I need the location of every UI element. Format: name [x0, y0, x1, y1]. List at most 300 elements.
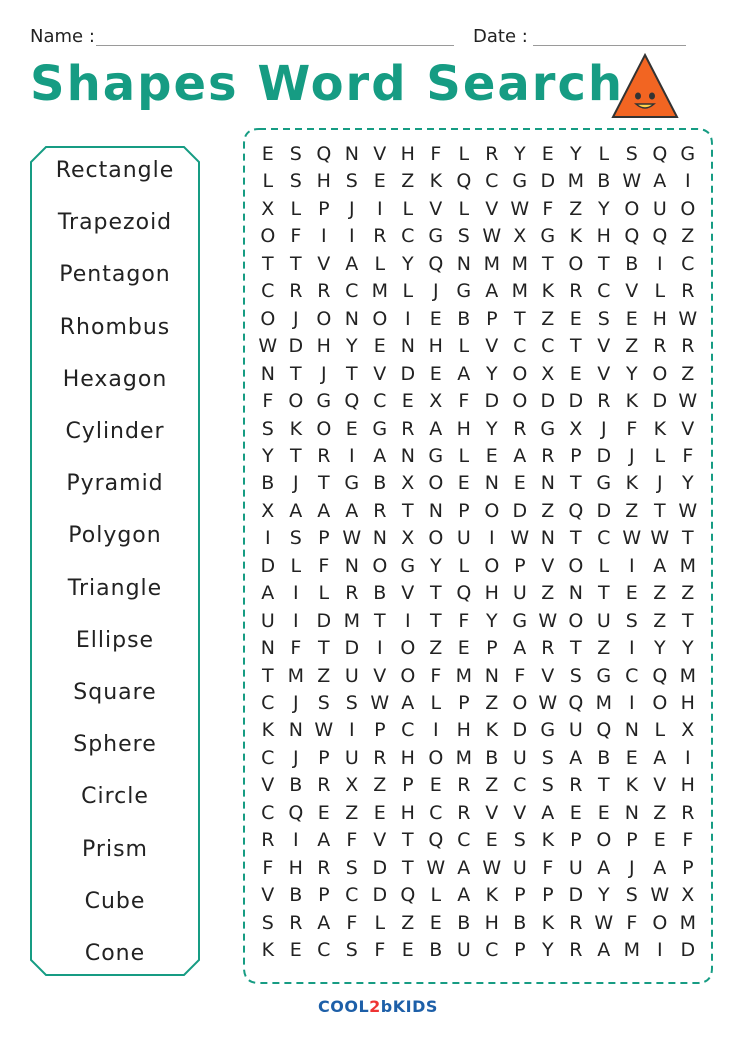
grid-letter[interactable]: Y	[625, 362, 638, 385]
grid-letter[interactable]: I	[684, 170, 691, 193]
grid-letter[interactable]: M	[567, 170, 584, 193]
grid-letter[interactable]: Q	[344, 390, 360, 413]
grid-letter[interactable]: R	[317, 444, 331, 467]
grid-letter[interactable]: Z	[345, 801, 359, 824]
grid-letter[interactable]: I	[264, 527, 271, 550]
grid-letter[interactable]: O	[260, 225, 276, 248]
grid-letter[interactable]: C	[429, 801, 443, 824]
grid-letter[interactable]: E	[261, 143, 274, 165]
grid-letter[interactable]: L	[458, 143, 470, 165]
grid-letter[interactable]: V	[429, 197, 443, 220]
grid-letter[interactable]: S	[289, 527, 302, 550]
grid-letter[interactable]: V	[541, 554, 555, 577]
grid-letter[interactable]: V	[261, 884, 275, 907]
grid-letter[interactable]: S	[541, 774, 554, 797]
grid-letter[interactable]: G	[400, 554, 416, 577]
grid-letter[interactable]: K	[429, 170, 443, 193]
grid-letter[interactable]: L	[374, 911, 386, 934]
grid-letter[interactable]: P	[374, 719, 386, 742]
grid-letter[interactable]: T	[429, 609, 442, 632]
grid-letter[interactable]: G	[456, 280, 472, 303]
grid-letter[interactable]: N	[372, 527, 387, 550]
grid-letter[interactable]: I	[488, 527, 495, 550]
grid-letter[interactable]: B	[429, 939, 443, 962]
grid-letter[interactable]: K	[541, 829, 555, 852]
grid-letter[interactable]: Z	[485, 692, 499, 714]
grid-letter[interactable]: G	[596, 664, 612, 687]
grid-letter[interactable]: P	[542, 884, 554, 907]
grid-letter[interactable]: K	[261, 719, 275, 742]
grid-letter[interactable]: O	[484, 554, 500, 577]
grid-letter[interactable]: C	[373, 390, 387, 413]
grid-letter[interactable]: P	[486, 637, 498, 660]
grid-letter[interactable]: V	[541, 664, 555, 687]
grid-letter[interactable]: M	[623, 939, 640, 962]
grid-letter[interactable]: Z	[429, 637, 443, 660]
grid-letter[interactable]: S	[289, 170, 302, 193]
grid-letter[interactable]: E	[401, 390, 414, 413]
grid-letter[interactable]: N	[456, 252, 471, 275]
grid-letter[interactable]: S	[625, 884, 638, 907]
grid-letter[interactable]: E	[429, 307, 442, 330]
grid-letter[interactable]: T	[401, 856, 414, 879]
grid-letter[interactable]: C	[681, 252, 695, 275]
grid-letter[interactable]: L	[654, 719, 666, 742]
grid-letter[interactable]: E	[569, 362, 582, 385]
grid-letter[interactable]: F	[682, 444, 694, 467]
grid-letter[interactable]: Y	[513, 143, 526, 165]
grid-letter[interactable]: R	[541, 637, 555, 660]
grid-letter[interactable]: I	[376, 637, 383, 660]
grid-letter[interactable]: X	[513, 225, 527, 248]
grid-letter[interactable]: I	[656, 252, 663, 275]
grid-letter[interactable]: Z	[625, 499, 639, 522]
grid-letter[interactable]: N	[260, 362, 275, 385]
grid-letter[interactable]: D	[596, 444, 612, 467]
grid-letter[interactable]: Q	[652, 664, 668, 687]
grid-letter[interactable]: A	[457, 884, 471, 907]
grid-letter[interactable]: P	[514, 884, 526, 907]
grid-letter[interactable]: T	[289, 444, 302, 467]
grid-letter[interactable]: S	[261, 911, 274, 934]
grid-letter[interactable]: D	[372, 856, 388, 879]
grid-letter[interactable]: I	[404, 307, 411, 330]
grid-letter[interactable]: I	[656, 939, 663, 962]
grid-letter[interactable]: U	[568, 719, 583, 742]
grid-letter[interactable]: V	[653, 774, 667, 797]
grid-letter[interactable]: C	[401, 719, 415, 742]
grid-letter[interactable]: A	[457, 362, 471, 385]
grid-letter[interactable]: T	[345, 362, 358, 385]
grid-letter[interactable]: L	[402, 197, 414, 220]
grid-letter[interactable]: O	[652, 692, 668, 714]
grid-letter[interactable]: F	[514, 664, 526, 687]
grid-letter[interactable]: E	[625, 746, 638, 769]
grid-letter[interactable]: S	[625, 143, 638, 165]
grid-letter[interactable]: K	[625, 390, 639, 413]
grid-letter[interactable]: L	[458, 444, 470, 467]
grid-letter[interactable]: Y	[597, 884, 610, 907]
grid-letter[interactable]: A	[653, 170, 667, 193]
grid-letter[interactable]: W	[482, 856, 502, 879]
grid-letter[interactable]: S	[457, 225, 470, 248]
grid-letter[interactable]: J	[292, 692, 299, 714]
grid-letter[interactable]: D	[512, 719, 528, 742]
grid-letter[interactable]: C	[317, 939, 331, 962]
grid-letter[interactable]: Z	[541, 499, 555, 522]
grid-letter[interactable]: M	[287, 664, 304, 687]
grid-letter[interactable]: S	[345, 170, 358, 193]
grid-letter[interactable]: G	[596, 472, 612, 495]
grid-letter[interactable]: W	[678, 390, 698, 413]
grid-letter[interactable]: Q	[428, 829, 444, 852]
grid-letter[interactable]: M	[679, 911, 696, 934]
grid-letter[interactable]: Q	[456, 170, 472, 193]
grid-letter[interactable]: H	[316, 170, 331, 193]
grid-letter[interactable]: L	[598, 554, 610, 577]
grid-letter[interactable]: F	[458, 609, 470, 632]
grid-letter[interactable]: H	[680, 774, 695, 797]
grid-letter[interactable]: J	[432, 280, 439, 303]
grid-letter[interactable]: I	[432, 719, 439, 742]
grid-letter[interactable]: E	[317, 801, 330, 824]
grid-letter[interactable]: U	[260, 609, 275, 632]
grid-letter[interactable]: F	[290, 225, 302, 248]
grid-letter[interactable]: T	[373, 609, 386, 632]
grid-letter[interactable]: W	[594, 911, 614, 934]
grid-letter[interactable]: V	[373, 664, 387, 687]
grid-letter[interactable]: N	[540, 527, 555, 550]
grid-letter[interactable]: X	[681, 719, 695, 742]
grid-letter[interactable]: R	[373, 225, 387, 248]
grid-letter[interactable]: F	[346, 829, 358, 852]
grid-letter[interactable]: A	[597, 856, 611, 879]
grid-letter[interactable]: Z	[681, 582, 695, 605]
grid-letter[interactable]: A	[317, 829, 331, 852]
grid-letter[interactable]: N	[400, 335, 415, 358]
grid-letter[interactable]: C	[261, 280, 275, 303]
grid-letter[interactable]: P	[682, 856, 694, 879]
grid-letter[interactable]: S	[345, 939, 358, 962]
grid-letter[interactable]: O	[624, 197, 640, 220]
grid-letter[interactable]: E	[457, 472, 470, 495]
grid-letter[interactable]: C	[541, 335, 555, 358]
grid-letter[interactable]: O	[652, 362, 668, 385]
grid-letter[interactable]: I	[320, 225, 327, 248]
grid-letter[interactable]: N	[344, 143, 359, 165]
grid-letter[interactable]: M	[483, 252, 500, 275]
grid-letter[interactable]: U	[512, 856, 527, 879]
grid-letter[interactable]: R	[457, 774, 471, 797]
grid-letter[interactable]: R	[457, 801, 471, 824]
grid-letter[interactable]: F	[346, 911, 358, 934]
grid-letter[interactable]: L	[458, 335, 470, 358]
grid-letter[interactable]: R	[345, 582, 359, 605]
grid-letter[interactable]: I	[684, 746, 691, 769]
grid-letter[interactable]: C	[401, 225, 415, 248]
grid-letter[interactable]: R	[597, 390, 611, 413]
grid-letter[interactable]: N	[400, 444, 415, 467]
grid-letter[interactable]: W	[678, 307, 698, 330]
grid-letter[interactable]: L	[430, 884, 442, 907]
grid-letter[interactable]: X	[401, 527, 415, 550]
grid-letter[interactable]: C	[485, 170, 499, 193]
grid-letter[interactable]: H	[680, 692, 695, 714]
grid-letter[interactable]: S	[513, 829, 526, 852]
grid-letter[interactable]: J	[656, 472, 663, 495]
grid-letter[interactable]: V	[401, 582, 415, 605]
grid-letter[interactable]: Z	[401, 170, 415, 193]
grid-letter[interactable]: D	[316, 609, 332, 632]
grid-letter[interactable]: N	[288, 719, 303, 742]
grid-letter[interactable]: J	[320, 362, 327, 385]
grid-letter[interactable]: O	[484, 499, 500, 522]
grid-letter[interactable]: J	[628, 856, 635, 879]
grid-letter[interactable]: V	[625, 280, 639, 303]
grid-letter[interactable]: P	[402, 774, 414, 797]
grid-letter[interactable]: T	[317, 637, 330, 660]
grid-letter[interactable]: J	[628, 444, 635, 467]
grid-letter[interactable]: P	[318, 884, 330, 907]
grid-letter[interactable]: Y	[681, 472, 694, 495]
grid-letter[interactable]: W	[622, 170, 642, 193]
grid-letter[interactable]: H	[316, 335, 331, 358]
grid-letter[interactable]: T	[681, 609, 694, 632]
grid-letter[interactable]: E	[625, 307, 638, 330]
grid-letter[interactable]: N	[624, 801, 639, 824]
grid-letter[interactable]: Z	[681, 225, 695, 248]
grid-letter[interactable]: F	[374, 939, 386, 962]
grid-letter[interactable]: E	[401, 939, 414, 962]
grid-letter[interactable]: P	[458, 692, 470, 714]
grid-letter[interactable]: E	[457, 637, 470, 660]
grid-letter[interactable]: N	[484, 664, 499, 687]
grid-letter[interactable]: Y	[485, 417, 498, 440]
grid-letter[interactable]: D	[540, 390, 556, 413]
grid-letter[interactable]: Y	[653, 637, 666, 660]
grid-letter[interactable]: Y	[681, 637, 694, 660]
grid-letter[interactable]: W	[538, 609, 558, 632]
grid-letter[interactable]: Q	[316, 143, 332, 165]
grid-letter[interactable]: Q	[652, 225, 668, 248]
grid-letter[interactable]: F	[542, 197, 554, 220]
grid-letter[interactable]: C	[513, 774, 527, 797]
grid-letter[interactable]: H	[484, 582, 499, 605]
grid-letter[interactable]: O	[512, 390, 528, 413]
grid-letter[interactable]: A	[345, 499, 359, 522]
grid-letter[interactable]: O	[316, 307, 332, 330]
grid-letter[interactable]: T	[681, 527, 694, 550]
grid-letter[interactable]: Y	[541, 939, 554, 962]
grid-letter[interactable]: W	[622, 527, 642, 550]
grid-letter[interactable]: G	[316, 390, 332, 413]
grid-letter[interactable]: Z	[541, 307, 555, 330]
grid-letter[interactable]: C	[625, 664, 639, 687]
grid-letter[interactable]: D	[596, 499, 612, 522]
grid-letter[interactable]: L	[374, 252, 386, 275]
grid-letter[interactable]: G	[680, 143, 696, 165]
grid-letter[interactable]: S	[317, 692, 330, 714]
grid-letter[interactable]: T	[261, 252, 274, 275]
grid-letter[interactable]: E	[625, 582, 638, 605]
grid-letter[interactable]: T	[569, 637, 582, 660]
grid-letter[interactable]: R	[373, 746, 387, 769]
grid-letter[interactable]: E	[373, 335, 386, 358]
grid-letter[interactable]: Y	[485, 362, 498, 385]
grid-letter[interactable]: T	[653, 499, 666, 522]
grid-letter[interactable]: J	[292, 746, 299, 769]
grid-letter[interactable]: E	[289, 939, 302, 962]
grid-letter[interactable]: V	[513, 801, 527, 824]
grid-letter[interactable]: D	[652, 390, 668, 413]
grid-letter[interactable]: O	[568, 554, 584, 577]
grid-letter[interactable]: R	[541, 444, 555, 467]
grid-letter[interactable]: U	[456, 527, 471, 550]
grid-letter[interactable]: Y	[485, 609, 498, 632]
grid-letter[interactable]: F	[458, 390, 470, 413]
grid-letter[interactable]: T	[401, 829, 414, 852]
grid-letter[interactable]: C	[513, 335, 527, 358]
grid-letter[interactable]: U	[652, 197, 667, 220]
grid-letter[interactable]: T	[289, 252, 302, 275]
grid-letter[interactable]: Y	[345, 335, 358, 358]
grid-letter[interactable]: L	[290, 554, 302, 577]
grid-letter[interactable]: U	[512, 746, 527, 769]
grid-letter[interactable]: O	[372, 307, 388, 330]
grid-letter[interactable]: Q	[288, 801, 304, 824]
grid-letter[interactable]: P	[318, 527, 330, 550]
grid-letter[interactable]: P	[486, 307, 498, 330]
grid-letter[interactable]: S	[625, 609, 638, 632]
grid-letter[interactable]: S	[345, 692, 358, 714]
grid-letter[interactable]: R	[317, 774, 331, 797]
grid-letter[interactable]: F	[542, 856, 554, 879]
grid-letter[interactable]: O	[428, 472, 444, 495]
grid-letter[interactable]: P	[570, 444, 582, 467]
grid-letter[interactable]: Z	[401, 911, 415, 934]
grid-letter[interactable]: K	[485, 884, 499, 907]
grid-letter[interactable]: G	[428, 225, 444, 248]
grid-letter[interactable]: G	[540, 719, 556, 742]
grid-letter[interactable]: S	[261, 417, 274, 440]
grid-letter[interactable]: T	[541, 252, 554, 275]
grid-letter[interactable]: R	[485, 143, 499, 165]
grid-letter[interactable]: M	[343, 609, 360, 632]
grid-letter[interactable]: B	[261, 472, 275, 495]
grid-letter[interactable]: I	[348, 719, 355, 742]
grid-letter[interactable]: H	[288, 856, 303, 879]
grid-letter[interactable]: B	[289, 774, 303, 797]
grid-letter[interactable]: I	[628, 637, 635, 660]
grid-letter[interactable]: U	[456, 939, 471, 962]
grid-letter[interactable]: K	[261, 939, 275, 962]
grid-letter[interactable]: K	[485, 719, 499, 742]
grid-letter[interactable]: Z	[681, 362, 695, 385]
grid-letter[interactable]: X	[681, 884, 695, 907]
grid-letter[interactable]: V	[485, 801, 499, 824]
grid-letter[interactable]: O	[400, 637, 416, 660]
grid-letter[interactable]: K	[541, 280, 555, 303]
grid-letter[interactable]: T	[569, 527, 582, 550]
grid-letter[interactable]: Y	[569, 143, 582, 165]
grid-letter[interactable]: C	[261, 692, 275, 714]
grid-letter[interactable]: A	[653, 554, 667, 577]
grid-letter[interactable]: E	[569, 801, 582, 824]
grid-letter[interactable]: U	[344, 664, 359, 687]
grid-letter[interactable]: W	[314, 719, 334, 742]
grid-letter[interactable]: W	[650, 884, 670, 907]
grid-letter[interactable]: S	[541, 746, 554, 769]
grid-letter[interactable]: V	[681, 417, 695, 440]
grid-letter[interactable]: D	[484, 390, 500, 413]
grid-letter[interactable]: T	[317, 472, 330, 495]
grid-letter[interactable]: I	[292, 829, 299, 852]
grid-letter[interactable]: L	[458, 554, 470, 577]
grid-letter[interactable]: G	[344, 472, 360, 495]
grid-letter[interactable]: F	[430, 143, 442, 165]
grid-letter[interactable]: S	[345, 856, 358, 879]
grid-letter[interactable]: I	[404, 609, 411, 632]
grid-letter[interactable]: C	[597, 527, 611, 550]
grid-letter[interactable]: K	[625, 472, 639, 495]
grid-letter[interactable]: W	[258, 335, 278, 358]
grid-letter[interactable]: U	[512, 582, 527, 605]
grid-letter[interactable]: Z	[625, 335, 639, 358]
grid-letter[interactable]: R	[569, 280, 583, 303]
grid-letter[interactable]: R	[513, 417, 527, 440]
grid-letter[interactable]: I	[292, 609, 299, 632]
grid-letter[interactable]: D	[344, 637, 360, 660]
grid-letter[interactable]: M	[679, 554, 696, 577]
grid-letter[interactable]: A	[513, 444, 527, 467]
grid-letter[interactable]: E	[569, 307, 582, 330]
grid-letter[interactable]: T	[513, 307, 526, 330]
grid-letter[interactable]: D	[512, 499, 528, 522]
grid-letter[interactable]: B	[597, 746, 611, 769]
grid-letter[interactable]: I	[348, 444, 355, 467]
grid-letter[interactable]: V	[317, 252, 331, 275]
grid-letter[interactable]: E	[485, 444, 498, 467]
grid-letter[interactable]: O	[512, 362, 528, 385]
grid-letter[interactable]: V	[261, 774, 275, 797]
grid-letter[interactable]: R	[261, 829, 275, 852]
grid-letter[interactable]: E	[653, 829, 666, 852]
grid-letter[interactable]: B	[513, 911, 527, 934]
grid-letter[interactable]: D	[288, 335, 304, 358]
grid-letter[interactable]: V	[597, 335, 611, 358]
grid-letter[interactable]: R	[289, 911, 303, 934]
grid-letter[interactable]: N	[344, 307, 359, 330]
grid-letter[interactable]: U	[596, 609, 611, 632]
grid-letter[interactable]: V	[485, 335, 499, 358]
grid-letter[interactable]: E	[513, 472, 526, 495]
grid-letter[interactable]: Z	[317, 664, 331, 687]
grid-letter[interactable]: F	[262, 390, 274, 413]
grid-letter[interactable]: B	[597, 170, 611, 193]
grid-letter[interactable]: O	[680, 197, 696, 220]
grid-letter[interactable]: M	[371, 280, 388, 303]
grid-letter[interactable]: T	[429, 582, 442, 605]
grid-letter[interactable]: R	[569, 939, 583, 962]
grid-letter[interactable]: G	[512, 170, 528, 193]
grid-letter[interactable]: H	[596, 225, 611, 248]
grid-letter[interactable]: S	[597, 307, 610, 330]
grid-letter[interactable]: A	[653, 856, 667, 879]
grid-letter[interactable]: Z	[653, 609, 667, 632]
grid-letter[interactable]: A	[429, 417, 443, 440]
grid-letter[interactable]: B	[457, 911, 471, 934]
grid-letter[interactable]: V	[373, 829, 387, 852]
